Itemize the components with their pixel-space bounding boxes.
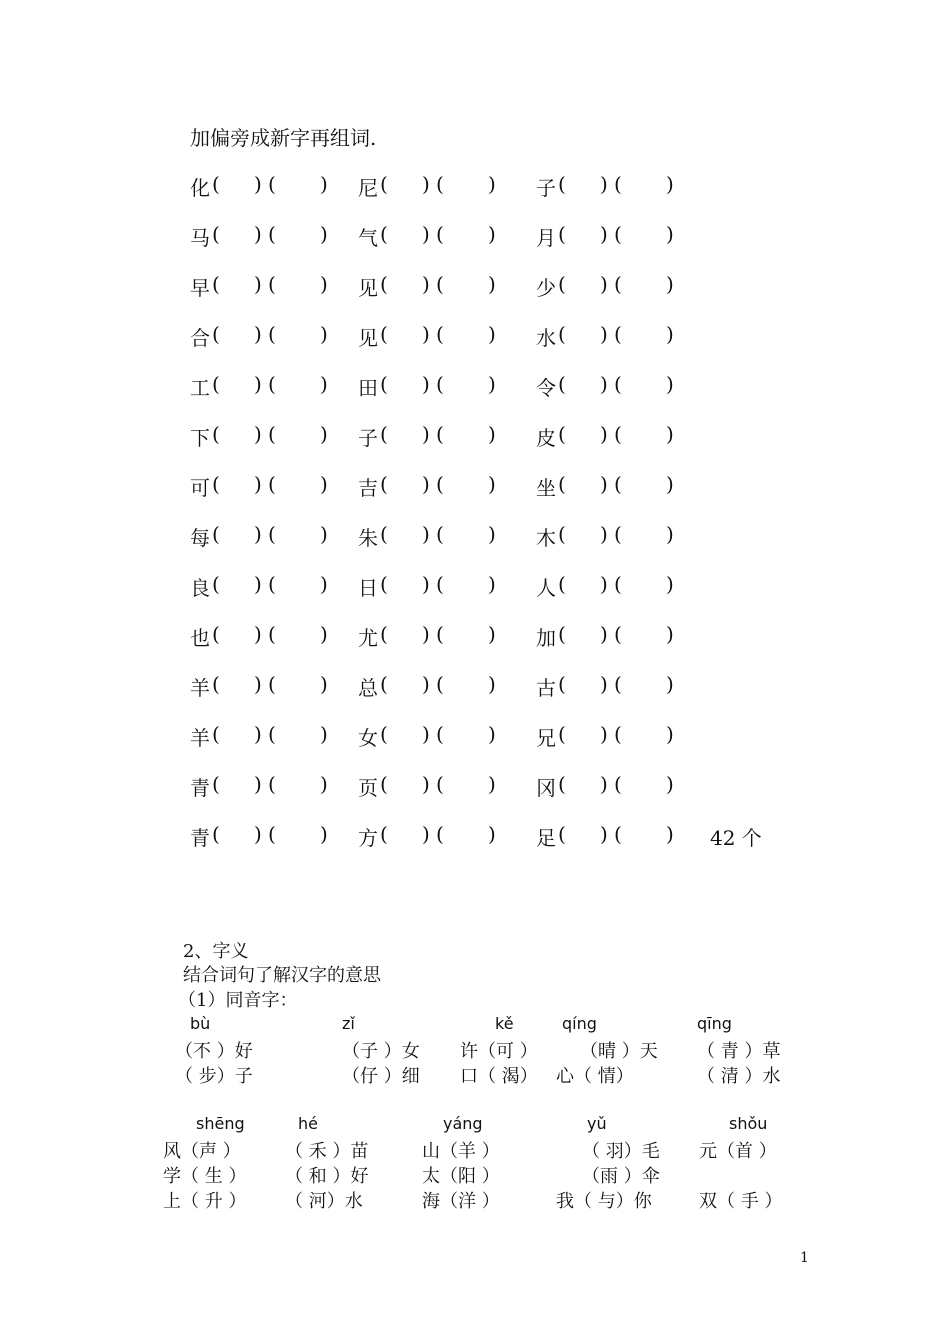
- word-entry: 上（ 升 ）: [163, 1191, 247, 1212]
- base-character: 每: [190, 526, 210, 550]
- base-character: 子: [536, 176, 556, 200]
- paren-close[interactable]: ): [488, 222, 496, 246]
- base-character: 羊: [190, 676, 210, 700]
- base-character: 少: [536, 276, 556, 300]
- paren-open[interactable]: (: [380, 172, 388, 196]
- grid-row: [190, 522, 790, 552]
- paren-close[interactable]: ): [254, 322, 262, 346]
- paren-open[interactable]: (: [436, 572, 444, 596]
- base-character: 兄: [536, 726, 556, 750]
- paren-close[interactable]: ): [666, 372, 674, 396]
- paren-open[interactable]: (: [268, 472, 276, 496]
- paren-close[interactable]: ): [254, 522, 262, 546]
- base-character: 月: [536, 226, 556, 250]
- paren-open[interactable]: (: [436, 622, 444, 646]
- section-2-title: 2、字义: [183, 941, 249, 962]
- paren-open[interactable]: (: [212, 422, 220, 446]
- base-character: 合: [190, 326, 210, 350]
- pinyin-label: shǒu: [729, 1114, 768, 1133]
- paren-open[interactable]: (: [614, 722, 622, 746]
- word-entry: （晴 ）天: [580, 1041, 658, 1062]
- paren-open[interactable]: (: [614, 772, 622, 796]
- paren-close[interactable]: ): [422, 222, 430, 246]
- pinyin-label: hé: [298, 1114, 318, 1133]
- pinyin-label: qīng: [697, 1014, 732, 1033]
- word-entry: （不 ）好: [175, 1041, 253, 1062]
- word-entry: （ 禾 ）苗: [285, 1141, 369, 1162]
- paren-close[interactable]: ): [488, 822, 496, 846]
- base-character: 青: [190, 776, 210, 800]
- pinyin-label: qíng: [562, 1014, 597, 1033]
- grid-row: [190, 572, 790, 602]
- base-character: 加: [536, 626, 556, 650]
- paren-close[interactable]: ): [254, 422, 262, 446]
- grid-row: [190, 722, 790, 752]
- base-character: 见: [358, 276, 378, 300]
- base-character: 古: [536, 676, 556, 700]
- paren-open[interactable]: (: [212, 822, 220, 846]
- paren-close[interactable]: ): [254, 372, 262, 396]
- paren-open[interactable]: (: [212, 222, 220, 246]
- paren-open[interactable]: (: [380, 672, 388, 696]
- base-character: 尼: [358, 176, 378, 200]
- base-character: 页: [358, 776, 378, 800]
- paren-close[interactable]: ): [666, 272, 674, 296]
- word-entry: 太（阳 ）: [422, 1166, 500, 1187]
- base-character: 水: [536, 326, 556, 350]
- paren-close[interactable]: ): [488, 672, 496, 696]
- paren-close[interactable]: ): [320, 622, 328, 646]
- word-entry: 海（洋 ）: [422, 1191, 500, 1212]
- paren-close[interactable]: ): [666, 472, 674, 496]
- paren-close[interactable]: ): [422, 272, 430, 296]
- base-character: 化: [190, 176, 210, 200]
- word-entry: 元（首 ）: [699, 1141, 777, 1162]
- paren-close[interactable]: ): [488, 772, 496, 796]
- grid-row: [190, 372, 790, 402]
- base-character: 令: [536, 376, 556, 400]
- paren-close[interactable]: ): [666, 422, 674, 446]
- pinyin-label: zǐ: [342, 1014, 355, 1033]
- paren-open[interactable]: (: [212, 572, 220, 596]
- paren-open[interactable]: (: [436, 772, 444, 796]
- word-entry: （ 河）水: [285, 1191, 363, 1212]
- paren-close[interactable]: ): [600, 522, 608, 546]
- word-entry: （雨 ）伞: [582, 1166, 660, 1187]
- paren-close[interactable]: ): [254, 172, 262, 196]
- paren-open[interactable]: (: [268, 672, 276, 696]
- paren-close[interactable]: ): [488, 372, 496, 396]
- base-character: 青: [190, 826, 210, 850]
- paren-close[interactable]: ): [488, 322, 496, 346]
- word-entry: 山（羊 ）: [422, 1141, 500, 1162]
- paren-open[interactable]: (: [614, 522, 622, 546]
- paren-close[interactable]: ): [666, 572, 674, 596]
- paren-open[interactable]: (: [558, 222, 566, 246]
- base-character: 工: [190, 376, 210, 400]
- paren-close[interactable]: ): [320, 472, 328, 496]
- base-character: 皮: [536, 426, 556, 450]
- paren-open[interactable]: (: [558, 372, 566, 396]
- word-entry: （子 ）女: [342, 1041, 420, 1062]
- base-character: 木: [536, 526, 556, 550]
- paren-open[interactable]: (: [558, 622, 566, 646]
- paren-open[interactable]: (: [436, 472, 444, 496]
- pinyin-label: yáng: [443, 1114, 483, 1133]
- paren-close[interactable]: ): [666, 772, 674, 796]
- paren-close[interactable]: ): [422, 522, 430, 546]
- paren-open[interactable]: (: [558, 172, 566, 196]
- homophone-subtitle: （1）同音字：: [178, 990, 298, 1011]
- paren-close[interactable]: ): [320, 722, 328, 746]
- base-character: 日: [358, 576, 378, 600]
- paren-close[interactable]: ): [254, 222, 262, 246]
- paren-close[interactable]: ): [666, 222, 674, 246]
- word-entry: 学（ 生 ）: [163, 1166, 247, 1187]
- paren-close[interactable]: ): [600, 622, 608, 646]
- paren-close[interactable]: ): [320, 672, 328, 696]
- paren-open[interactable]: (: [614, 822, 622, 846]
- paren-close[interactable]: ): [600, 272, 608, 296]
- paren-open[interactable]: (: [268, 622, 276, 646]
- paren-open[interactable]: (: [614, 572, 622, 596]
- base-character: 羊: [190, 726, 210, 750]
- base-character: 也: [190, 626, 210, 650]
- base-character: 可: [190, 476, 210, 500]
- base-character: 方: [358, 826, 378, 850]
- word-entry: （ 清 ）水: [697, 1066, 781, 1087]
- paren-open[interactable]: (: [380, 622, 388, 646]
- paren-open[interactable]: (: [380, 372, 388, 396]
- base-character: 足: [536, 826, 556, 850]
- paren-close[interactable]: ): [320, 172, 328, 196]
- paren-open[interactable]: (: [558, 472, 566, 496]
- paren-open[interactable]: (: [614, 222, 622, 246]
- paren-open[interactable]: (: [436, 522, 444, 546]
- paren-open[interactable]: (: [558, 572, 566, 596]
- paren-open[interactable]: (: [380, 572, 388, 596]
- paren-open[interactable]: (: [380, 522, 388, 546]
- paren-close[interactable]: ): [666, 322, 674, 346]
- paren-open[interactable]: (: [380, 772, 388, 796]
- grid-row: [190, 272, 790, 302]
- grid-row: [190, 472, 790, 502]
- paren-close[interactable]: ): [422, 622, 430, 646]
- paren-close[interactable]: ): [600, 172, 608, 196]
- paren-open[interactable]: (: [268, 772, 276, 796]
- paren-close[interactable]: ): [422, 472, 430, 496]
- paren-close[interactable]: ): [600, 722, 608, 746]
- paren-open[interactable]: (: [268, 372, 276, 396]
- paren-open[interactable]: (: [436, 822, 444, 846]
- paren-open[interactable]: (: [436, 422, 444, 446]
- grid-row: [190, 822, 790, 852]
- paren-close[interactable]: ): [422, 422, 430, 446]
- paren-close[interactable]: ): [254, 272, 262, 296]
- paren-open[interactable]: (: [268, 572, 276, 596]
- word-entry: 口（ 渴）: [460, 1066, 538, 1087]
- paren-open[interactable]: (: [558, 772, 566, 796]
- grid-row: [190, 672, 790, 702]
- base-character: 吉: [358, 476, 378, 500]
- base-character: 子: [358, 426, 378, 450]
- base-character: 坐: [536, 476, 556, 500]
- paren-open[interactable]: (: [268, 322, 276, 346]
- paren-close[interactable]: ): [422, 322, 430, 346]
- paren-close[interactable]: ): [488, 572, 496, 596]
- paren-open[interactable]: (: [558, 672, 566, 696]
- paren-close[interactable]: ): [600, 572, 608, 596]
- paren-close[interactable]: ): [488, 722, 496, 746]
- paren-open[interactable]: (: [436, 222, 444, 246]
- paren-close[interactable]: ): [422, 822, 430, 846]
- paren-close[interactable]: ): [666, 172, 674, 196]
- paren-open[interactable]: (: [614, 272, 622, 296]
- paren-open[interactable]: (: [614, 672, 622, 696]
- paren-close[interactable]: ): [666, 522, 674, 546]
- paren-open[interactable]: (: [380, 822, 388, 846]
- paren-open[interactable]: (: [212, 472, 220, 496]
- paren-open[interactable]: (: [212, 722, 220, 746]
- base-character: 女: [358, 726, 378, 750]
- paren-open[interactable]: (: [212, 622, 220, 646]
- paren-close[interactable]: ): [422, 672, 430, 696]
- paren-open[interactable]: (: [212, 322, 220, 346]
- paren-close[interactable]: ): [254, 472, 262, 496]
- paren-close[interactable]: ): [488, 622, 496, 646]
- page-number: 1: [800, 1250, 809, 1266]
- word-entry: （ 青 ）草: [697, 1041, 781, 1062]
- paren-close[interactable]: ): [666, 722, 674, 746]
- paren-open[interactable]: (: [212, 522, 220, 546]
- base-character: 马: [190, 226, 210, 250]
- pinyin-label: kě: [495, 1014, 514, 1033]
- paren-open[interactable]: (: [380, 222, 388, 246]
- grid-row: [190, 222, 790, 252]
- paren-close[interactable]: ): [320, 272, 328, 296]
- base-character: 朱: [358, 526, 378, 550]
- paren-open[interactable]: (: [558, 322, 566, 346]
- paren-close[interactable]: ): [488, 472, 496, 496]
- paren-open[interactable]: (: [436, 172, 444, 196]
- paren-open[interactable]: (: [558, 522, 566, 546]
- paren-open[interactable]: (: [558, 272, 566, 296]
- paren-close[interactable]: ): [600, 422, 608, 446]
- paren-open[interactable]: (: [614, 322, 622, 346]
- paren-close[interactable]: ): [488, 272, 496, 296]
- paren-open[interactable]: (: [380, 722, 388, 746]
- paren-close[interactable]: ): [600, 222, 608, 246]
- paren-open[interactable]: (: [212, 772, 220, 796]
- word-entry: 许（可 ）: [460, 1041, 538, 1062]
- paren-close[interactable]: ): [488, 172, 496, 196]
- base-character: 田: [358, 376, 378, 400]
- paren-open[interactable]: (: [268, 422, 276, 446]
- paren-open[interactable]: (: [380, 472, 388, 496]
- paren-open[interactable]: (: [268, 722, 276, 746]
- count-note: 42 个: [710, 826, 762, 850]
- paren-open[interactable]: (: [614, 622, 622, 646]
- paren-close[interactable]: ): [422, 722, 430, 746]
- paren-open[interactable]: (: [268, 222, 276, 246]
- paren-open[interactable]: (: [268, 822, 276, 846]
- paren-open[interactable]: (: [436, 722, 444, 746]
- base-character: 人: [536, 576, 556, 600]
- paren-open[interactable]: (: [380, 322, 388, 346]
- paren-open[interactable]: (: [614, 422, 622, 446]
- paren-close[interactable]: ): [320, 522, 328, 546]
- paren-open[interactable]: (: [614, 472, 622, 496]
- pinyin-label: bù: [190, 1014, 211, 1033]
- paren-close[interactable]: ): [320, 572, 328, 596]
- paren-close[interactable]: ): [254, 772, 262, 796]
- paren-open[interactable]: (: [436, 272, 444, 296]
- paren-close[interactable]: ): [600, 772, 608, 796]
- paren-open[interactable]: (: [380, 272, 388, 296]
- paren-close[interactable]: ): [422, 772, 430, 796]
- paren-close[interactable]: ): [600, 672, 608, 696]
- paren-open[interactable]: (: [614, 372, 622, 396]
- paren-close[interactable]: ): [422, 172, 430, 196]
- pinyin-label: yǔ: [587, 1114, 607, 1133]
- paren-close[interactable]: ): [600, 472, 608, 496]
- paren-close[interactable]: ): [254, 572, 262, 596]
- paren-close[interactable]: ): [666, 822, 674, 846]
- paren-open[interactable]: (: [436, 672, 444, 696]
- paren-close[interactable]: ): [600, 822, 608, 846]
- pinyin-label: shēng: [196, 1114, 245, 1133]
- word-entry: 心（ 情）: [556, 1066, 634, 1087]
- base-character: 早: [190, 276, 210, 300]
- base-character: 见: [358, 326, 378, 350]
- paren-close[interactable]: ): [600, 372, 608, 396]
- paren-open[interactable]: (: [614, 172, 622, 196]
- paren-close[interactable]: ): [422, 372, 430, 396]
- word-entry: （ 步）子: [175, 1066, 253, 1087]
- grid-row: [190, 172, 790, 202]
- base-character: 总: [358, 676, 378, 700]
- grid-row: [190, 622, 790, 652]
- paren-open[interactable]: (: [212, 272, 220, 296]
- paren-close[interactable]: ): [254, 822, 262, 846]
- paren-close[interactable]: ): [254, 722, 262, 746]
- paren-close[interactable]: ): [488, 422, 496, 446]
- paren-open[interactable]: (: [212, 172, 220, 196]
- paren-close[interactable]: ): [320, 222, 328, 246]
- paren-close[interactable]: ): [320, 772, 328, 796]
- base-character: 气: [358, 226, 378, 250]
- paren-open[interactable]: (: [436, 322, 444, 346]
- paren-close[interactable]: ): [254, 672, 262, 696]
- word-entry: 双（ 手 ）: [699, 1191, 783, 1212]
- paren-close[interactable]: ): [320, 422, 328, 446]
- paren-open[interactable]: (: [558, 722, 566, 746]
- paren-close[interactable]: ): [254, 622, 262, 646]
- base-character: 冈: [536, 776, 556, 800]
- paren-open[interactable]: (: [436, 372, 444, 396]
- paren-open[interactable]: (: [268, 172, 276, 196]
- paren-close[interactable]: ): [488, 522, 496, 546]
- word-entry: （仔 ）细: [342, 1066, 420, 1087]
- word-entry: （ 和 ）好: [285, 1166, 369, 1187]
- paren-close[interactable]: ): [666, 622, 674, 646]
- word-entry: 风（声 ）: [163, 1141, 241, 1162]
- section-2-desc: 结合词句了解汉字的意思: [183, 965, 381, 986]
- paren-open[interactable]: (: [268, 272, 276, 296]
- base-character: 尤: [358, 626, 378, 650]
- grid-row: [190, 772, 790, 802]
- paren-open[interactable]: (: [558, 822, 566, 846]
- base-character: 下: [190, 426, 210, 450]
- paren-open[interactable]: (: [212, 672, 220, 696]
- word-entry: （ 羽）毛: [582, 1141, 660, 1162]
- paren-open[interactable]: (: [268, 522, 276, 546]
- paren-close[interactable]: ): [320, 822, 328, 846]
- grid-row: [190, 422, 790, 452]
- base-character: 良: [190, 576, 210, 600]
- paren-close[interactable]: ): [320, 322, 328, 346]
- paren-close[interactable]: ): [666, 672, 674, 696]
- paren-close[interactable]: ): [320, 372, 328, 396]
- paren-close[interactable]: ): [422, 572, 430, 596]
- paren-open[interactable]: (: [380, 422, 388, 446]
- paren-open[interactable]: (: [212, 372, 220, 396]
- paren-open[interactable]: (: [558, 422, 566, 446]
- word-entry: 我（ 与）你: [556, 1191, 652, 1212]
- grid-row: [190, 322, 790, 352]
- paren-close[interactable]: ): [600, 322, 608, 346]
- exercise-title: 加偏旁成新字再组词.: [190, 126, 377, 150]
